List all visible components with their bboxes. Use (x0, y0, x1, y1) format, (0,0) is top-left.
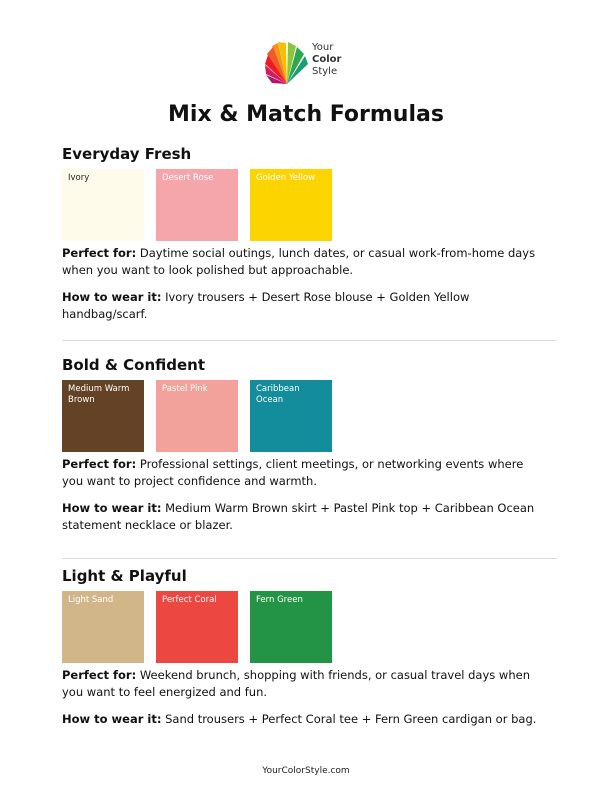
brand-wordmark (312, 42, 341, 78)
how-to-wear-text (62, 711, 548, 728)
swatch-label: Desert Rose (162, 173, 214, 183)
section-bold-confident (62, 354, 562, 534)
section-everyday-fresh (62, 143, 562, 323)
brand-line-3: Style (312, 66, 338, 77)
how-to-wear-label: How to wear it: (62, 501, 162, 515)
swatch-fern-green (250, 591, 332, 663)
perfect-for-value: Professional settings, client meetings, or networking events where you want to project confidence and warmth. (62, 457, 524, 488)
footer-url: YourColorStyle.com (262, 766, 350, 776)
swatch-caribbean-ocean (250, 380, 332, 452)
swatch-ivory (62, 169, 144, 241)
swatch-golden-yellow (250, 169, 332, 241)
how-to-wear-text (62, 500, 548, 534)
section-heading: Bold & Confident (62, 356, 206, 374)
brand-line-1: Your (312, 42, 334, 53)
section-heading: Light & Playful (62, 567, 187, 585)
how-to-wear-value: Medium Warm Brown skirt + Pastel Pink top + Caribbean Ocean statement necklace or blazer. (62, 501, 535, 532)
perfect-for-value: Daytime social outings, lunch dates, or casual work-from-home days when you want to look polished but approachable. (62, 246, 536, 277)
perfect-for-label: Perfect for: (62, 246, 137, 260)
how-to-wear-value: Sand trousers + Perfect Coral tee + Fern Green cardigan or bag. (165, 712, 537, 726)
how-to-wear-label: How to wear it: (62, 290, 162, 304)
swatch-row (62, 169, 562, 241)
swatch-label: Caribbean Ocean (256, 384, 300, 405)
perfect-for-text (62, 667, 548, 701)
how-to-wear-label: How to wear it: (62, 712, 162, 726)
brand-line-2: Color (312, 54, 342, 65)
section-light-playful (62, 565, 562, 728)
swatch-row (62, 591, 562, 663)
section-divider (62, 558, 557, 559)
brand-logo (264, 38, 354, 90)
perfect-for-label: Perfect for: (62, 668, 137, 682)
swatch-medium-warm-brown (62, 380, 144, 452)
swatch-pastel-pink (156, 380, 238, 452)
swatch-label: Pastel Pink (162, 384, 208, 394)
swatch-label: Perfect Coral (162, 595, 217, 605)
perfect-for-value: Weekend brunch, shopping with friends, or casual travel days when you want to feel energized and fun. (62, 668, 530, 699)
swatch-row (62, 380, 562, 452)
page-title: Mix & Match Formulas (168, 102, 444, 127)
perfect-for-text (62, 245, 548, 279)
perfect-for-text (62, 456, 548, 490)
how-to-wear-text (62, 289, 548, 323)
color-fan-logo-icon (264, 38, 310, 90)
swatch-light-sand (62, 591, 144, 663)
section-heading: Everyday Fresh (62, 145, 192, 163)
swatch-label: Ivory (68, 173, 90, 183)
swatch-label: Medium Warm Brown (68, 384, 130, 405)
swatch-label: Light Sand (68, 595, 114, 605)
swatch-label: Golden Yellow (256, 173, 316, 183)
swatch-label: Fern Green (256, 595, 303, 605)
how-to-wear-value: Ivory trousers + Desert Rose blouse + Golden Yellow handbag/scarf. (62, 290, 470, 321)
perfect-for-label: Perfect for: (62, 457, 137, 471)
section-divider (62, 340, 557, 341)
swatch-desert-rose (156, 169, 238, 241)
swatch-perfect-coral (156, 591, 238, 663)
